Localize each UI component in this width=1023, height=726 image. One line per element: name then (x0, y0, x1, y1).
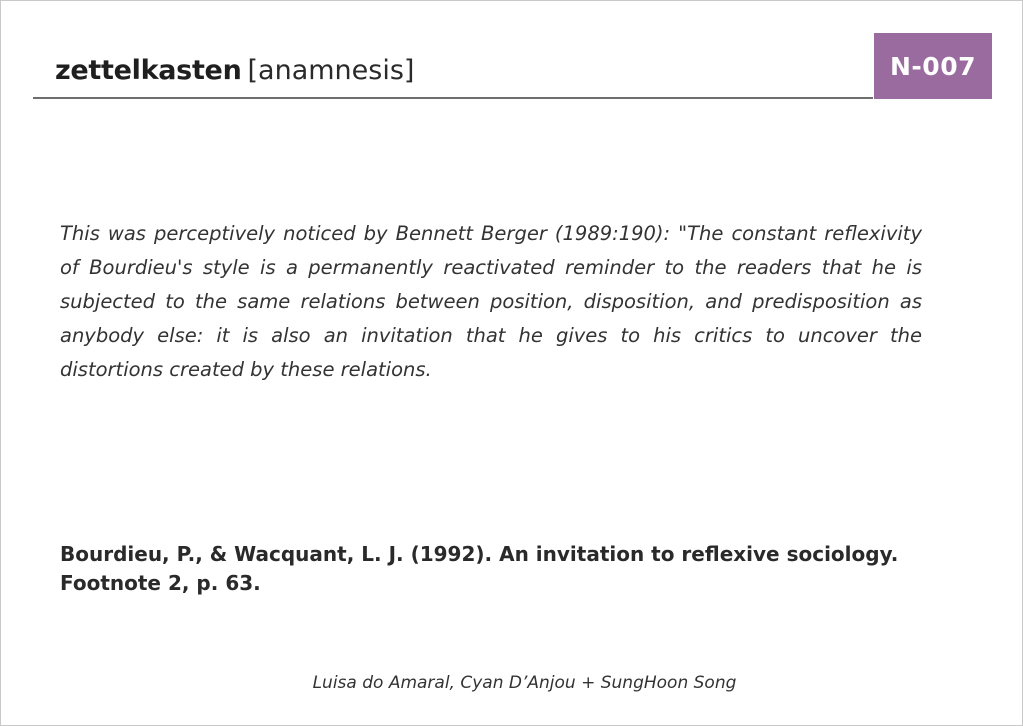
title-subtitle: [anamnesis] (247, 55, 415, 86)
authors-credit: Luisa do Amaral, Cyan D’Anjou + SungHoon Song (312, 673, 737, 693)
quote-text: This was perceptively noticed by Bennett Berger (1989:190): "The constant reflexivity of Bourdieu's style is a permanently reactivated reminder to the readers that he is subjected to the same relations between position, disposition, and predisposition as anybody else: it is also an invitation that he gives to his critics to uncover the distortions created by these relations. (60, 222, 922, 381)
note-id-badge: N-007 (874, 33, 992, 99)
citation-line-2: Footnote 2, p. 63. (60, 571, 261, 595)
card-header (33, 31, 873, 99)
citation (60, 540, 940, 598)
card-title (55, 55, 414, 87)
citation-line-1: Bourdieu, P., & Wacquant, L. J. (1992). An invitation to reflexive sociology. (60, 542, 899, 566)
title-main: zettelkasten (55, 55, 242, 86)
